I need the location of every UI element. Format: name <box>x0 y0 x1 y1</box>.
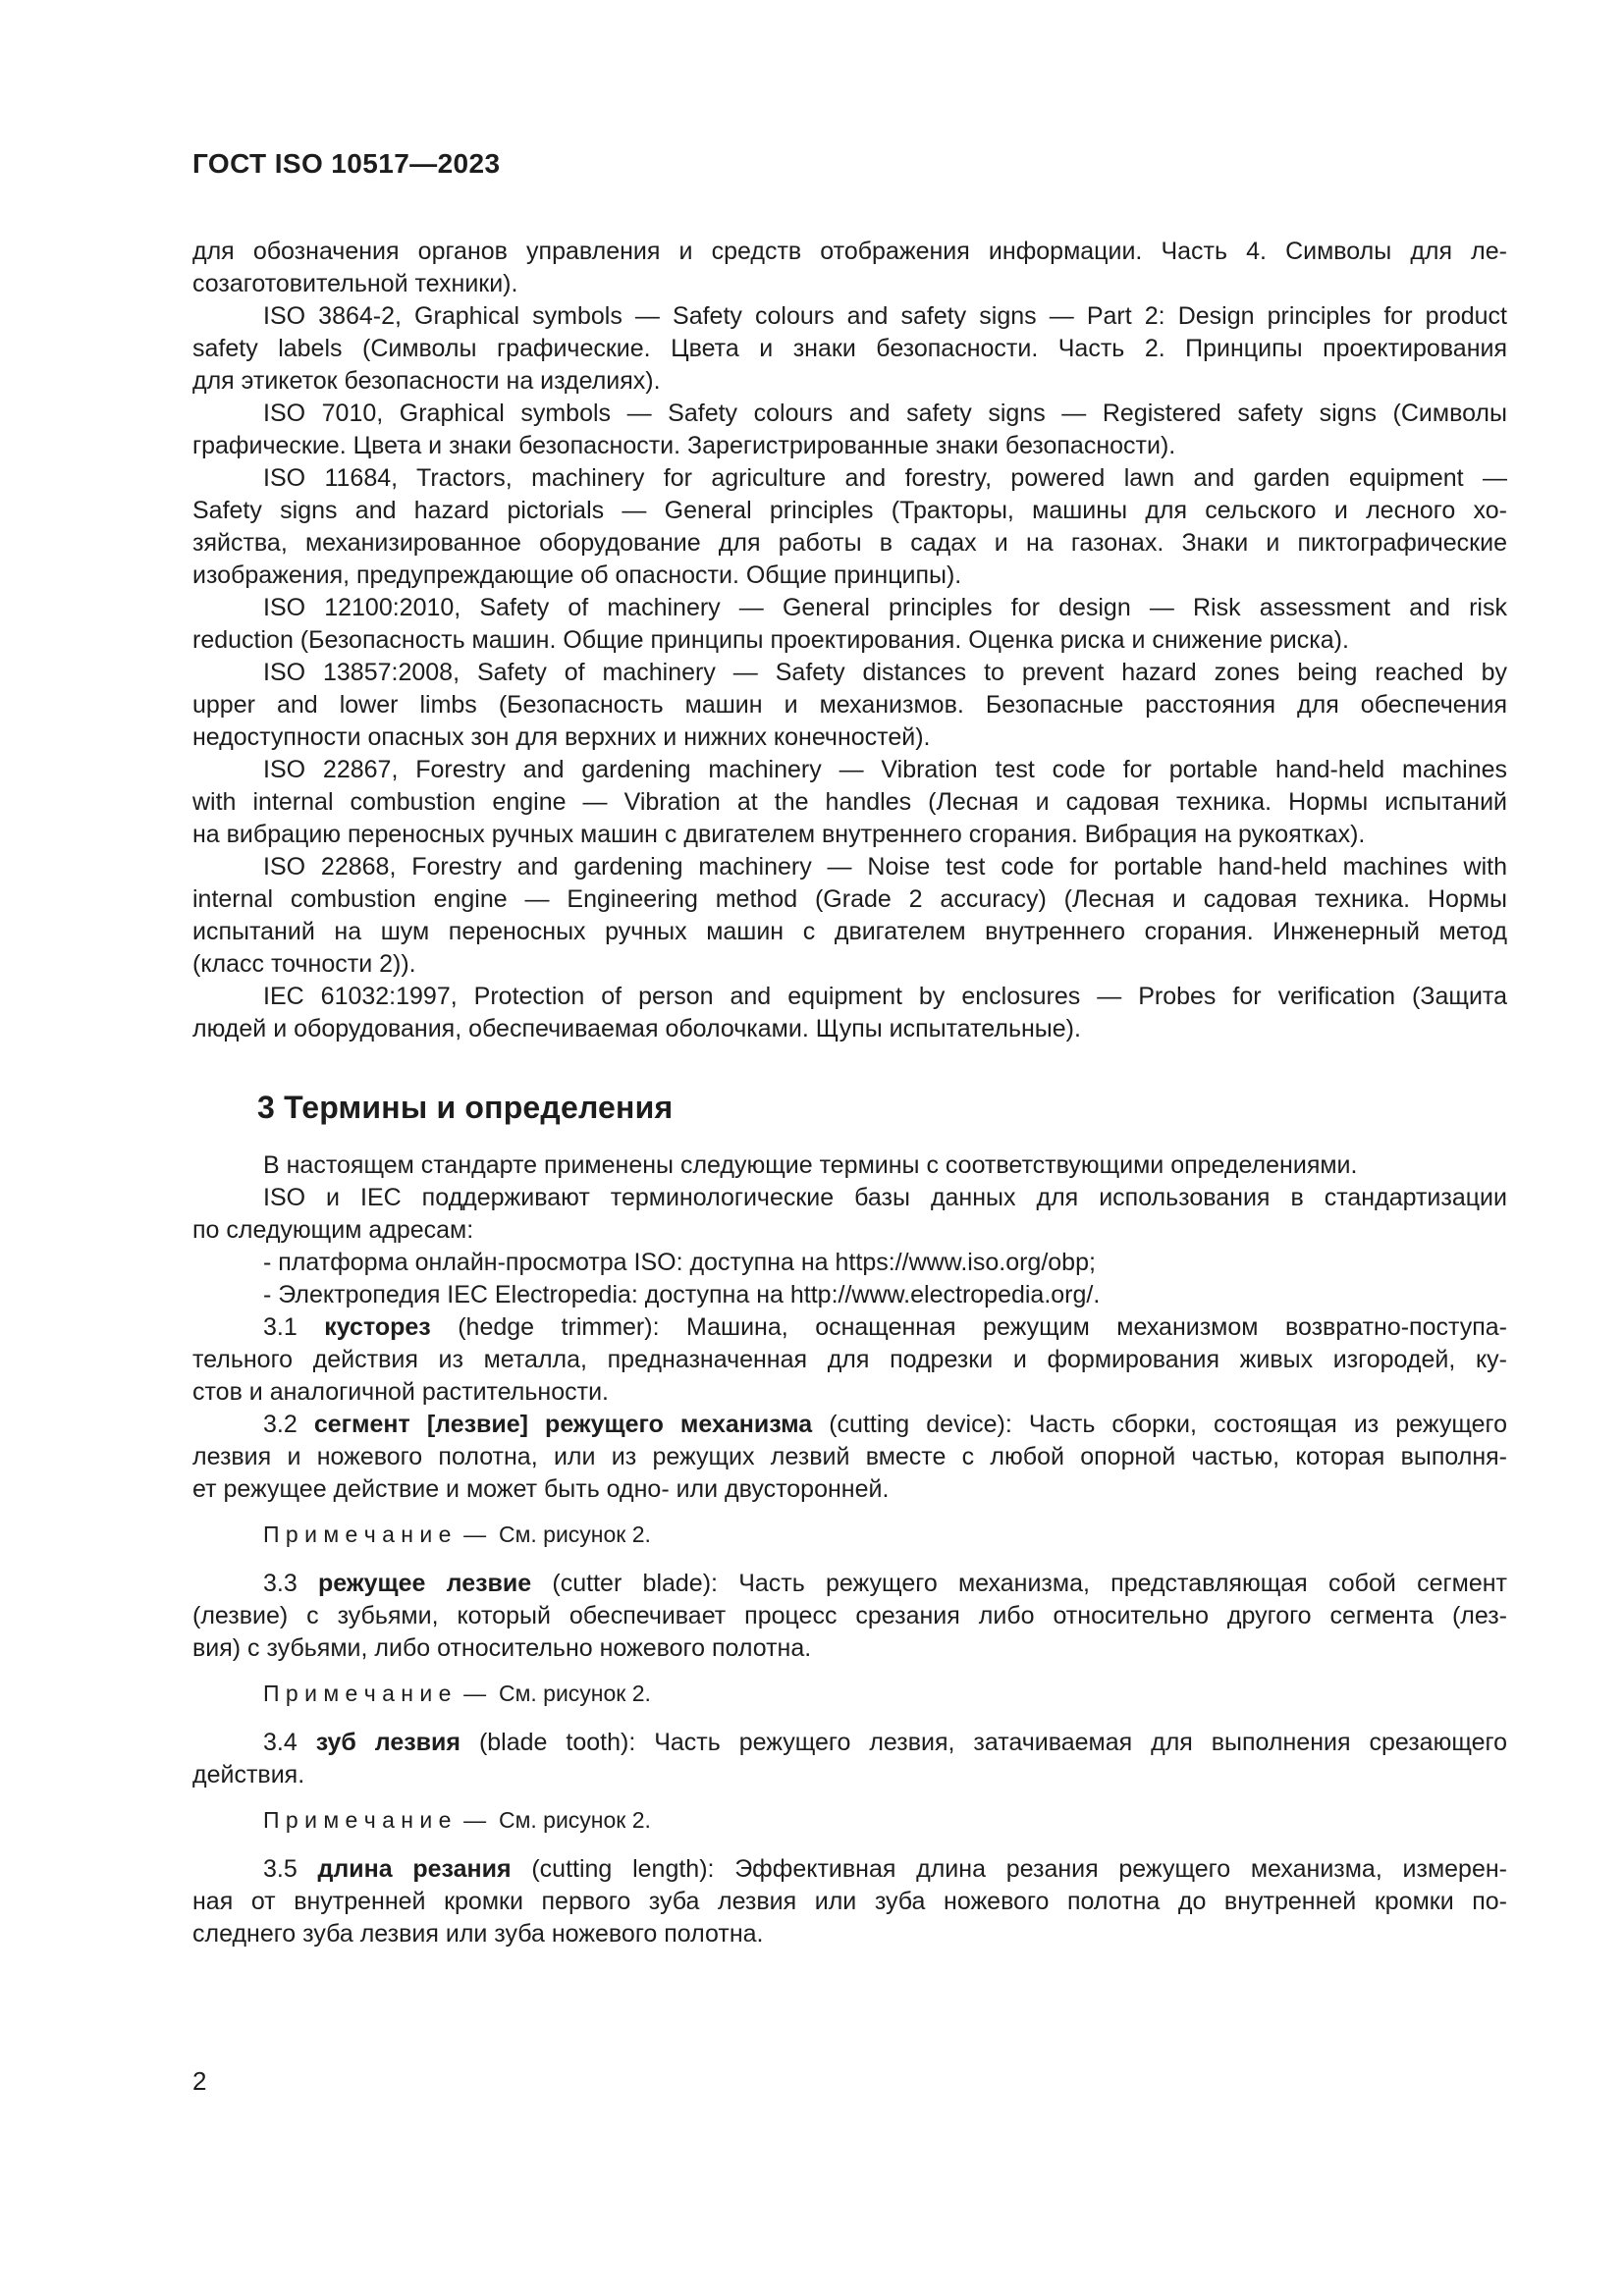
text-run: созаготовительной техники). <box>192 270 518 297</box>
text-line <box>192 1149 1507 1182</box>
paragraph <box>192 300 1507 398</box>
text-line <box>192 1886 1507 1918</box>
text-line <box>192 1247 1507 1279</box>
text-line <box>192 1311 1507 1344</box>
text-line <box>192 1214 1507 1247</box>
paragraph <box>192 592 1507 657</box>
text-line <box>192 786 1507 819</box>
text-run: (cutting device): Часть сборки, состоящая из режущего <box>812 1411 1507 1438</box>
paragraph <box>192 1182 1507 1247</box>
text-line <box>192 1727 1507 1759</box>
paragraph <box>192 1247 1507 1279</box>
paragraph <box>192 398 1507 462</box>
text-run: ISO 13857:2008, Safety of machinery — Safety distances to prevent hazard zones being reached by <box>263 659 1507 686</box>
text-run: 3.3 <box>263 1570 319 1597</box>
text-line <box>192 1759 1507 1791</box>
term-bold: длина резания <box>317 1855 512 1883</box>
text-run: ная от внутренней кромки первого зуба лезвия или зуба ножевого полотна до внутренней кромки по- <box>192 1888 1507 1915</box>
text-line <box>192 1344 1507 1376</box>
text-run: ISO 22868, Forestry and gardening machinery — Noise test code for portable hand-held machines with <box>263 853 1507 881</box>
text-line <box>192 1182 1507 1214</box>
text-run: ISO и IEC поддерживают терминологические базы данных для использования в стандартизации <box>263 1184 1507 1211</box>
text-line <box>192 981 1507 1013</box>
text-line <box>192 689 1507 721</box>
text-line <box>192 657 1507 689</box>
text-run: Safety signs and hazard pictorials — General principles (Тракторы, машины для сельского и лесного хо- <box>192 497 1507 524</box>
text-line <box>192 1013 1507 1045</box>
running-header: ГОСТ ISO 10517—2023 <box>192 148 501 179</box>
text-run: ISO 11684, Tractors, machinery for agriculture and forestry, powered lawn and garden equipment — <box>263 464 1507 492</box>
text-run: (cutter blade): Часть режущего механизма, представляющая собой сегмент <box>531 1570 1507 1597</box>
term-bold: сегмент [лезвие] режущего механизма <box>313 1411 813 1438</box>
text-line <box>192 1519 1507 1551</box>
document-body <box>192 236 1507 1950</box>
text-run: 3.2 <box>263 1411 314 1438</box>
text-run: вия) с зубьями, либо относительно ножевого полотна. <box>192 1634 812 1662</box>
text-run: людей и оборудования, обеспечиваемая оболочками. Щупы испытательные). <box>192 1015 1081 1042</box>
text-line <box>192 268 1507 300</box>
text-run: по следующим адресам: <box>192 1216 474 1244</box>
text-line <box>192 883 1507 916</box>
paragraph <box>192 1149 1507 1182</box>
text-line <box>192 1853 1507 1886</box>
note <box>192 1678 1507 1710</box>
paragraph <box>192 754 1507 851</box>
text-run: 3.1 <box>263 1313 325 1341</box>
text-line <box>192 462 1507 495</box>
text-run: графические. Цвета и знаки безопасности. Зарегистрированные знаки безопасности). <box>192 432 1176 459</box>
paragraph <box>192 1568 1507 1665</box>
text-line <box>192 916 1507 948</box>
text-line <box>192 754 1507 786</box>
paragraph <box>192 236 1507 300</box>
text-run: (класс точности 2)). <box>192 950 416 978</box>
text-run: (лезвие) с зубьями, который обеспечивает процесс срезания либо относительно другого сегмента (лез- <box>192 1602 1507 1629</box>
text-run: 3.5 <box>263 1855 318 1883</box>
text-line <box>192 1441 1507 1473</box>
text-run: недоступности опасных зон для верхних и нижних конечностей). <box>192 723 931 751</box>
text-line <box>192 624 1507 657</box>
text-run: upper and lower limbs (Безопасность машин и механизмов. Безопасные расстояния для обеспечения <box>192 691 1507 719</box>
text-line <box>192 300 1507 333</box>
text-run: на вибрацию переносных ручных машин с двигателем внутреннего сгорания. Вибрация на рукоятках). <box>192 821 1366 848</box>
text-line <box>192 495 1507 527</box>
text-line <box>192 1804 1507 1837</box>
text-line <box>192 560 1507 592</box>
note <box>192 1804 1507 1837</box>
text-line <box>192 1678 1507 1710</box>
note <box>192 1519 1507 1551</box>
paragraph <box>192 462 1507 592</box>
text-run: (hedge trimmer): Машина, оснащенная режущим механизмом возвратно-поступа- <box>430 1313 1508 1341</box>
text-run: лезвия и ножевого полотна, или из режущих лезвий вместе с любой опорной частью, которая выполня- <box>192 1443 1507 1470</box>
paragraph <box>192 657 1507 754</box>
text-line <box>192 1568 1507 1600</box>
text-run: ISO 3864-2, Graphical symbols — Safety colours and safety signs — Part 2: Design principles for product <box>263 302 1507 330</box>
text-run: В настоящем стандарте применены следующие термины с соответствующими определениями. <box>263 1151 1358 1179</box>
text-line <box>192 1600 1507 1632</box>
text-run: стов и аналогичной растительности. <box>192 1378 609 1406</box>
text-run: safety labels (Символы графические. Цвета и знаки безопасности. Часть 2. Принципы проектирования <box>192 335 1507 362</box>
text-run: internal combustion engine — Engineering method (Grade 2 accuracy) (Лесная и садовая техника. Нормы <box>192 885 1507 913</box>
page-number: 2 <box>192 2066 207 2096</box>
paragraph <box>192 1727 1507 1791</box>
term-bold: кусторез <box>324 1313 431 1341</box>
text-line <box>192 430 1507 462</box>
text-run: П р и м е ч а н и е — См. рисунок 2. <box>263 1681 651 1706</box>
text-line <box>192 1409 1507 1441</box>
text-run: 3.4 <box>263 1729 316 1756</box>
text-run: (blade tooth): Часть режущего лезвия, затачиваемая для выполнения срезающего <box>460 1729 1507 1756</box>
paragraph <box>192 1853 1507 1950</box>
paragraph <box>192 1409 1507 1506</box>
text-run: ISO 12100:2010, Safety of machinery — General principles for design — Risk assessment and risk <box>263 594 1507 621</box>
text-run: зяйства, механизированное оборудование для работы в садах и на газонах. Знаки и пиктографические <box>192 529 1507 557</box>
text-run: тельного действия из металла, предназначенная для подрезки и формирования живых изгородей, ку- <box>192 1346 1507 1373</box>
text-run: reduction (Безопасность машин. Общие принципы проектирования. Оценка риска и снижение риска). <box>192 626 1349 654</box>
paragraph <box>192 1311 1507 1409</box>
text-line <box>192 851 1507 883</box>
text-run: (cutting length): Эффективная длина резания режущего механизма, измерен- <box>511 1855 1507 1883</box>
text-line <box>192 819 1507 851</box>
text-line <box>192 948 1507 981</box>
text-run: испытаний на шум переносных ручных машин с двигателем внутреннего сгорания. Инженерный метод <box>192 918 1507 945</box>
text-run: - Электропедия IEC Electropedia: доступна на http://www.electropedia.org/. <box>263 1281 1101 1308</box>
paragraph <box>192 851 1507 981</box>
text-run: with internal combustion engine — Vibration at the handles (Лесная и садовая техника. Нормы испытаний <box>192 788 1507 816</box>
text-run: для этикеток безопасности на изделиях). <box>192 367 661 395</box>
text-run: ISO 22867, Forestry and gardening machinery — Vibration test code for portable hand-held machines <box>263 756 1507 783</box>
text-line <box>192 1279 1507 1311</box>
text-line <box>192 333 1507 365</box>
text-run: ISO 7010, Graphical symbols — Safety colours and safety signs — Registered safety signs (Символы <box>263 400 1507 427</box>
text-line <box>192 1918 1507 1950</box>
text-run: П р и м е ч а н и е — См. рисунок 2. <box>263 1522 651 1547</box>
paragraph <box>192 1279 1507 1311</box>
text-run: - платформа онлайн-просмотра ISO: доступна на https://www.iso.org/obp; <box>263 1249 1096 1276</box>
text-run: действия. <box>192 1761 305 1789</box>
text-line <box>192 1473 1507 1506</box>
text-run: изображения, предупреждающие об опасности. Общие принципы). <box>192 561 962 589</box>
text-line <box>192 398 1507 430</box>
text-line <box>192 592 1507 624</box>
section-heading: 3 Термины и определения <box>257 1090 674 1125</box>
text-run: ет режущее действие и может быть одно- или двусторонней. <box>192 1475 890 1503</box>
text-line <box>192 527 1507 560</box>
paragraph <box>192 981 1507 1045</box>
text-line <box>192 721 1507 754</box>
text-line <box>192 365 1507 398</box>
text-run: IEC 61032:1997, Protection of person and equipment by enclosures — Probes for verification (Защита <box>263 983 1507 1010</box>
text-run: для обозначения органов управления и средств отображения информации. Часть 4. Символы для ле- <box>192 238 1507 265</box>
text-run: следнего зуба лезвия или зуба ножевого полотна. <box>192 1920 764 1948</box>
text-line <box>192 1376 1507 1409</box>
text-line <box>192 1632 1507 1665</box>
term-bold: режущее лезвие <box>318 1570 532 1597</box>
text-line <box>192 236 1507 268</box>
text-run: П р и м е ч а н и е — См. рисунок 2. <box>263 1807 651 1833</box>
term-bold: зуб лезвия <box>315 1729 461 1756</box>
